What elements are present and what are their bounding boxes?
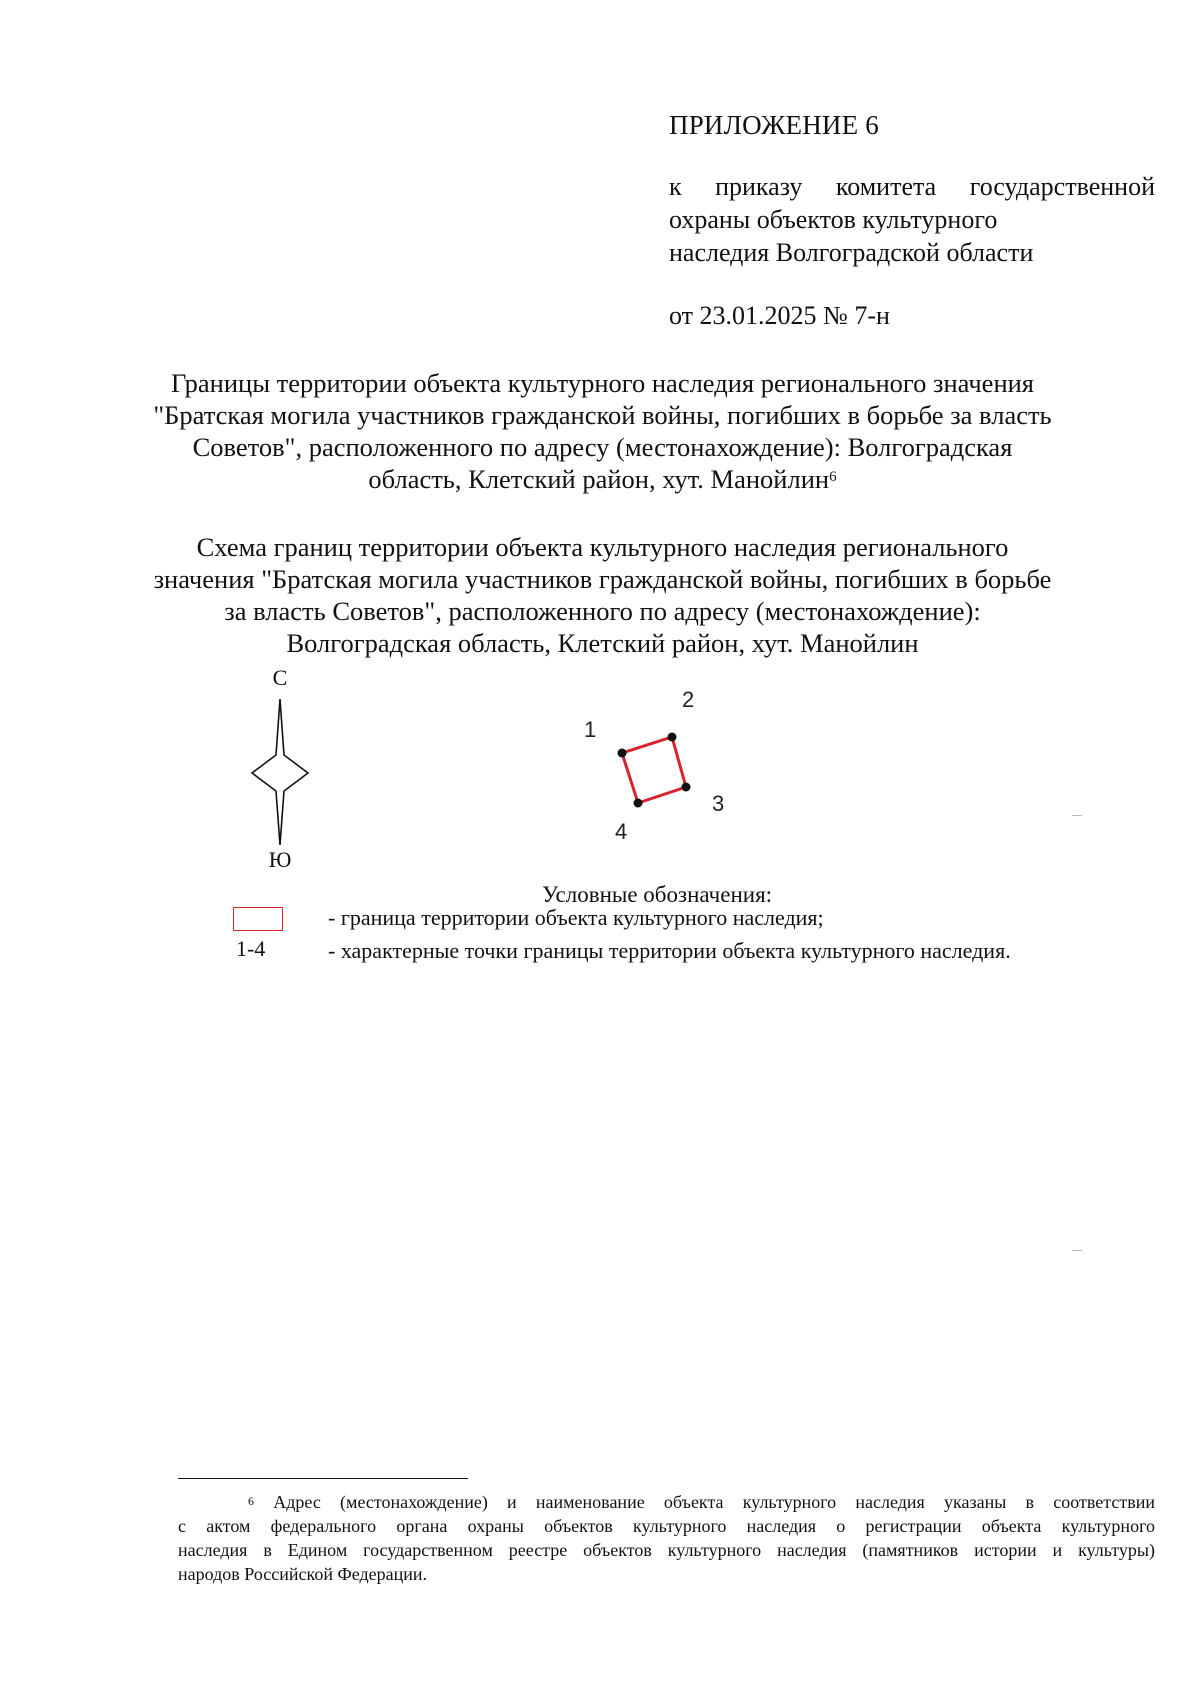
heading-1-line-4 xyxy=(130,463,1075,495)
boundary-point-4 xyxy=(634,799,643,808)
order-line-3: наследия Волгоградской области xyxy=(669,238,1034,267)
scheme-heading xyxy=(130,531,1075,659)
appendix-title: ПРИЛОЖЕНИЕ 6 xyxy=(669,110,879,140)
heading-2-line-1: Схема границ территории объекта культурного наследия регионального xyxy=(196,532,1009,562)
order-date: от 23.01.2025 № 7-н xyxy=(669,301,890,330)
compass xyxy=(250,665,310,875)
scan-speck xyxy=(1072,1250,1082,1251)
footnote-line-1 xyxy=(178,1490,1155,1514)
compass-north-label: С xyxy=(272,665,288,690)
heading-1-line-3: Советов", расположенного по адресу (местонахождение): Волгоградская xyxy=(192,432,1013,462)
point-label-2: 2 xyxy=(682,687,695,712)
legend-item-points: - характерные точки границы территории объекта культурного наследия. xyxy=(328,938,1011,963)
order-line-2: охраны объектов культурного xyxy=(669,205,998,234)
footnote-line-1-text: Адрес (местонахождение) и наименование объекта культурного наследия указаны в соответствии xyxy=(273,1492,1155,1512)
footnote-line-3: наследия в Едином государственном реестре объектов культурного наследия (памятников истории и культуры) xyxy=(178,1540,1155,1560)
heading-1-line-4-text: область, Клетский район, хут. Манойлин xyxy=(368,464,830,494)
footnote-separator xyxy=(178,1478,468,1479)
scan-speck xyxy=(1072,815,1082,816)
heading-2-line-3: за власть Советов", расположенного по адресу (местонахождение): xyxy=(224,596,981,626)
compass-south-label: Ю xyxy=(268,847,292,872)
legend-item-boundary: - граница территории объекта культурного наследия; xyxy=(328,905,824,930)
footnote-mark: 6 xyxy=(248,1494,254,1508)
boundary-point-1 xyxy=(618,749,627,758)
point-label-1: 1 xyxy=(584,717,597,742)
boundary-polygon xyxy=(560,675,760,860)
point-label-3: 3 xyxy=(712,791,725,816)
boundaries-heading xyxy=(130,367,1075,495)
heading-1-line-1: Границы территории объекта культурного наследия регионального значения xyxy=(171,368,1034,398)
heading-2-line-4: Волгоградская область, Клетский район, хут. Манойлин xyxy=(286,628,919,658)
order-reference xyxy=(669,170,1155,269)
footnote-line-2: с актом федерального органа охраны объектов культурного наследия о регистрации объекта культурного xyxy=(178,1516,1155,1536)
point-label-4: 4 xyxy=(615,819,628,844)
boundary-scheme xyxy=(560,675,760,860)
heading-footnote-mark: 6 xyxy=(829,469,837,485)
order-line-1: к приказу комитета государственной xyxy=(669,172,1155,201)
boundary-point-3 xyxy=(682,783,691,792)
footnote xyxy=(178,1490,1155,1586)
footnote-line-4: народов Российской Федерации. xyxy=(178,1564,427,1584)
legend-boundary-swatch xyxy=(233,907,283,931)
heading-2-line-2: значения "Братская могила участников гражданской войны, погибших в борьбе xyxy=(153,564,1052,594)
legend-title: Условные обозначения: xyxy=(542,882,773,907)
compass-star-icon xyxy=(250,697,310,847)
legend-points-range: 1-4 xyxy=(236,936,266,961)
boundary-point-2 xyxy=(668,733,677,742)
heading-1-line-2: "Братская могила участников гражданской войны, погибших в борьбе за власть xyxy=(153,400,1052,430)
